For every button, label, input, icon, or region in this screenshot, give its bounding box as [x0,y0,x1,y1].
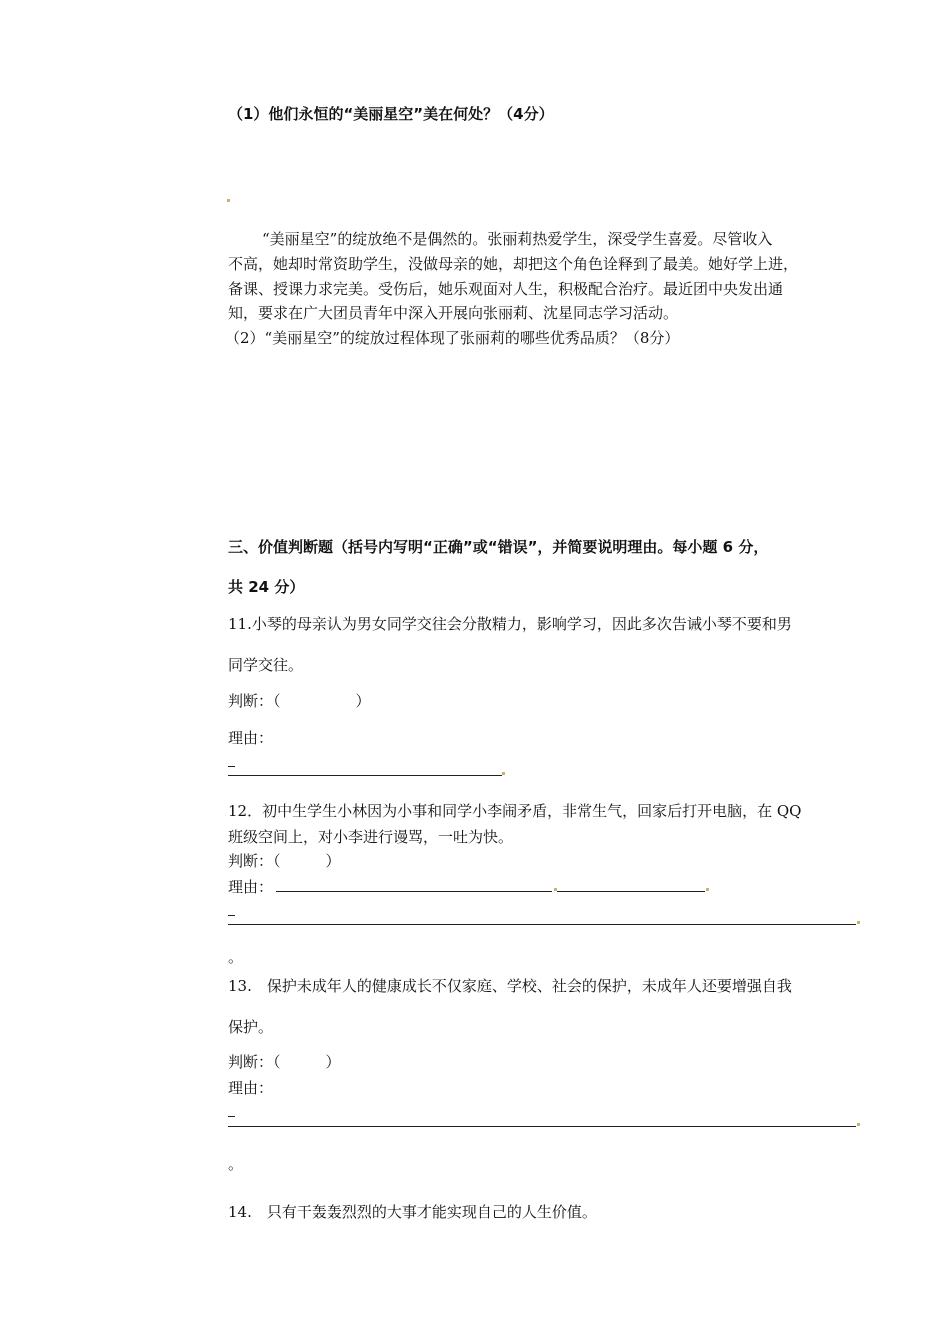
question-11-text: 11.小琴的母亲认为男女同学交往会分散精力，影响学习，因此多次告诫小琴不要和男 [228,615,792,633]
question-11-answer-line[interactable] [228,775,502,776]
answer-dash [228,915,235,916]
answer-dash [228,766,235,767]
decorative-dot [857,1123,860,1126]
decorative-dot [706,888,709,891]
question-13-text-cont: 保护。 [228,1018,274,1036]
decorative-dot [502,772,505,775]
question-13-answer-line[interactable] [228,1126,856,1127]
question-2-prompt: （2）“美丽星空”的绽放过程体现了张丽莉的哪些优秀品质？（8分） [225,329,680,347]
question-12-reason-line-2[interactable] [557,891,705,892]
section-3-title: 三、价值判断题（括号内写明“正确”或“错误”，并简要说明理由。每小题 6 分， [228,538,769,556]
decorative-dot [857,921,860,924]
question-12-answer-line[interactable] [228,924,856,925]
passage-line-1: “美丽星空”的绽放绝不是偶然的。张丽莉热爱学生，深受学生喜爱。尽管收入 [262,230,773,248]
passage-line-4: 知，要求在广大团员青年中深入开展向张丽莉、沈星同志学习活动。 [228,304,679,322]
question-11-judge-label: 判断：（ ） [228,692,371,710]
question-12-end-mark: 。 [228,948,244,966]
question-13-judge-label: 判断：（ ） [228,1053,341,1071]
question-11-reason-label: 理由： [228,729,274,747]
question-13-text: 13. 保护未成年人的健康成长不仅家庭、学校、社会的保护，未成年人还要增强自我 [228,977,792,995]
question-13-reason-label: 理由： [228,1079,274,1097]
question-12-reason-line[interactable] [276,891,552,892]
answer-dash [228,1116,235,1117]
question-11-text-cont: 同学交往。 [228,656,304,674]
question-1-prompt: （1）他们永恒的“美丽星空”美在何处？（4分） [228,105,554,123]
question-12-reason-label: 理由： [228,878,274,896]
question-14-text: 14. 只有干轰轰烈烈的大事才能实现自己的人生价值。 [228,1203,597,1221]
question-12-text-cont: 班级空间上，对小李进行谩骂，一吐为快。 [228,828,514,846]
question-12-text: 12．初中生学生小林因为小事和同学小李闹矛盾，非常生气，回家后打开电脑，在 QQ [228,802,802,820]
question-12-judge-label: 判断：（ ） [228,852,341,870]
question-13-end-mark: 。 [228,1155,244,1173]
section-3-title-cont: 共 24 分） [228,578,305,596]
passage-line-3: 备课、授课力求完美。受伤后，她乐观面对人生，积极配合治疗。最近团中央发出通 [228,280,784,298]
passage-line-2: 不高，她却时常资助学生，没做母亲的她，却把这个角色诠释到了最美。她好学上进， [228,255,799,273]
decorative-dot [227,199,230,202]
